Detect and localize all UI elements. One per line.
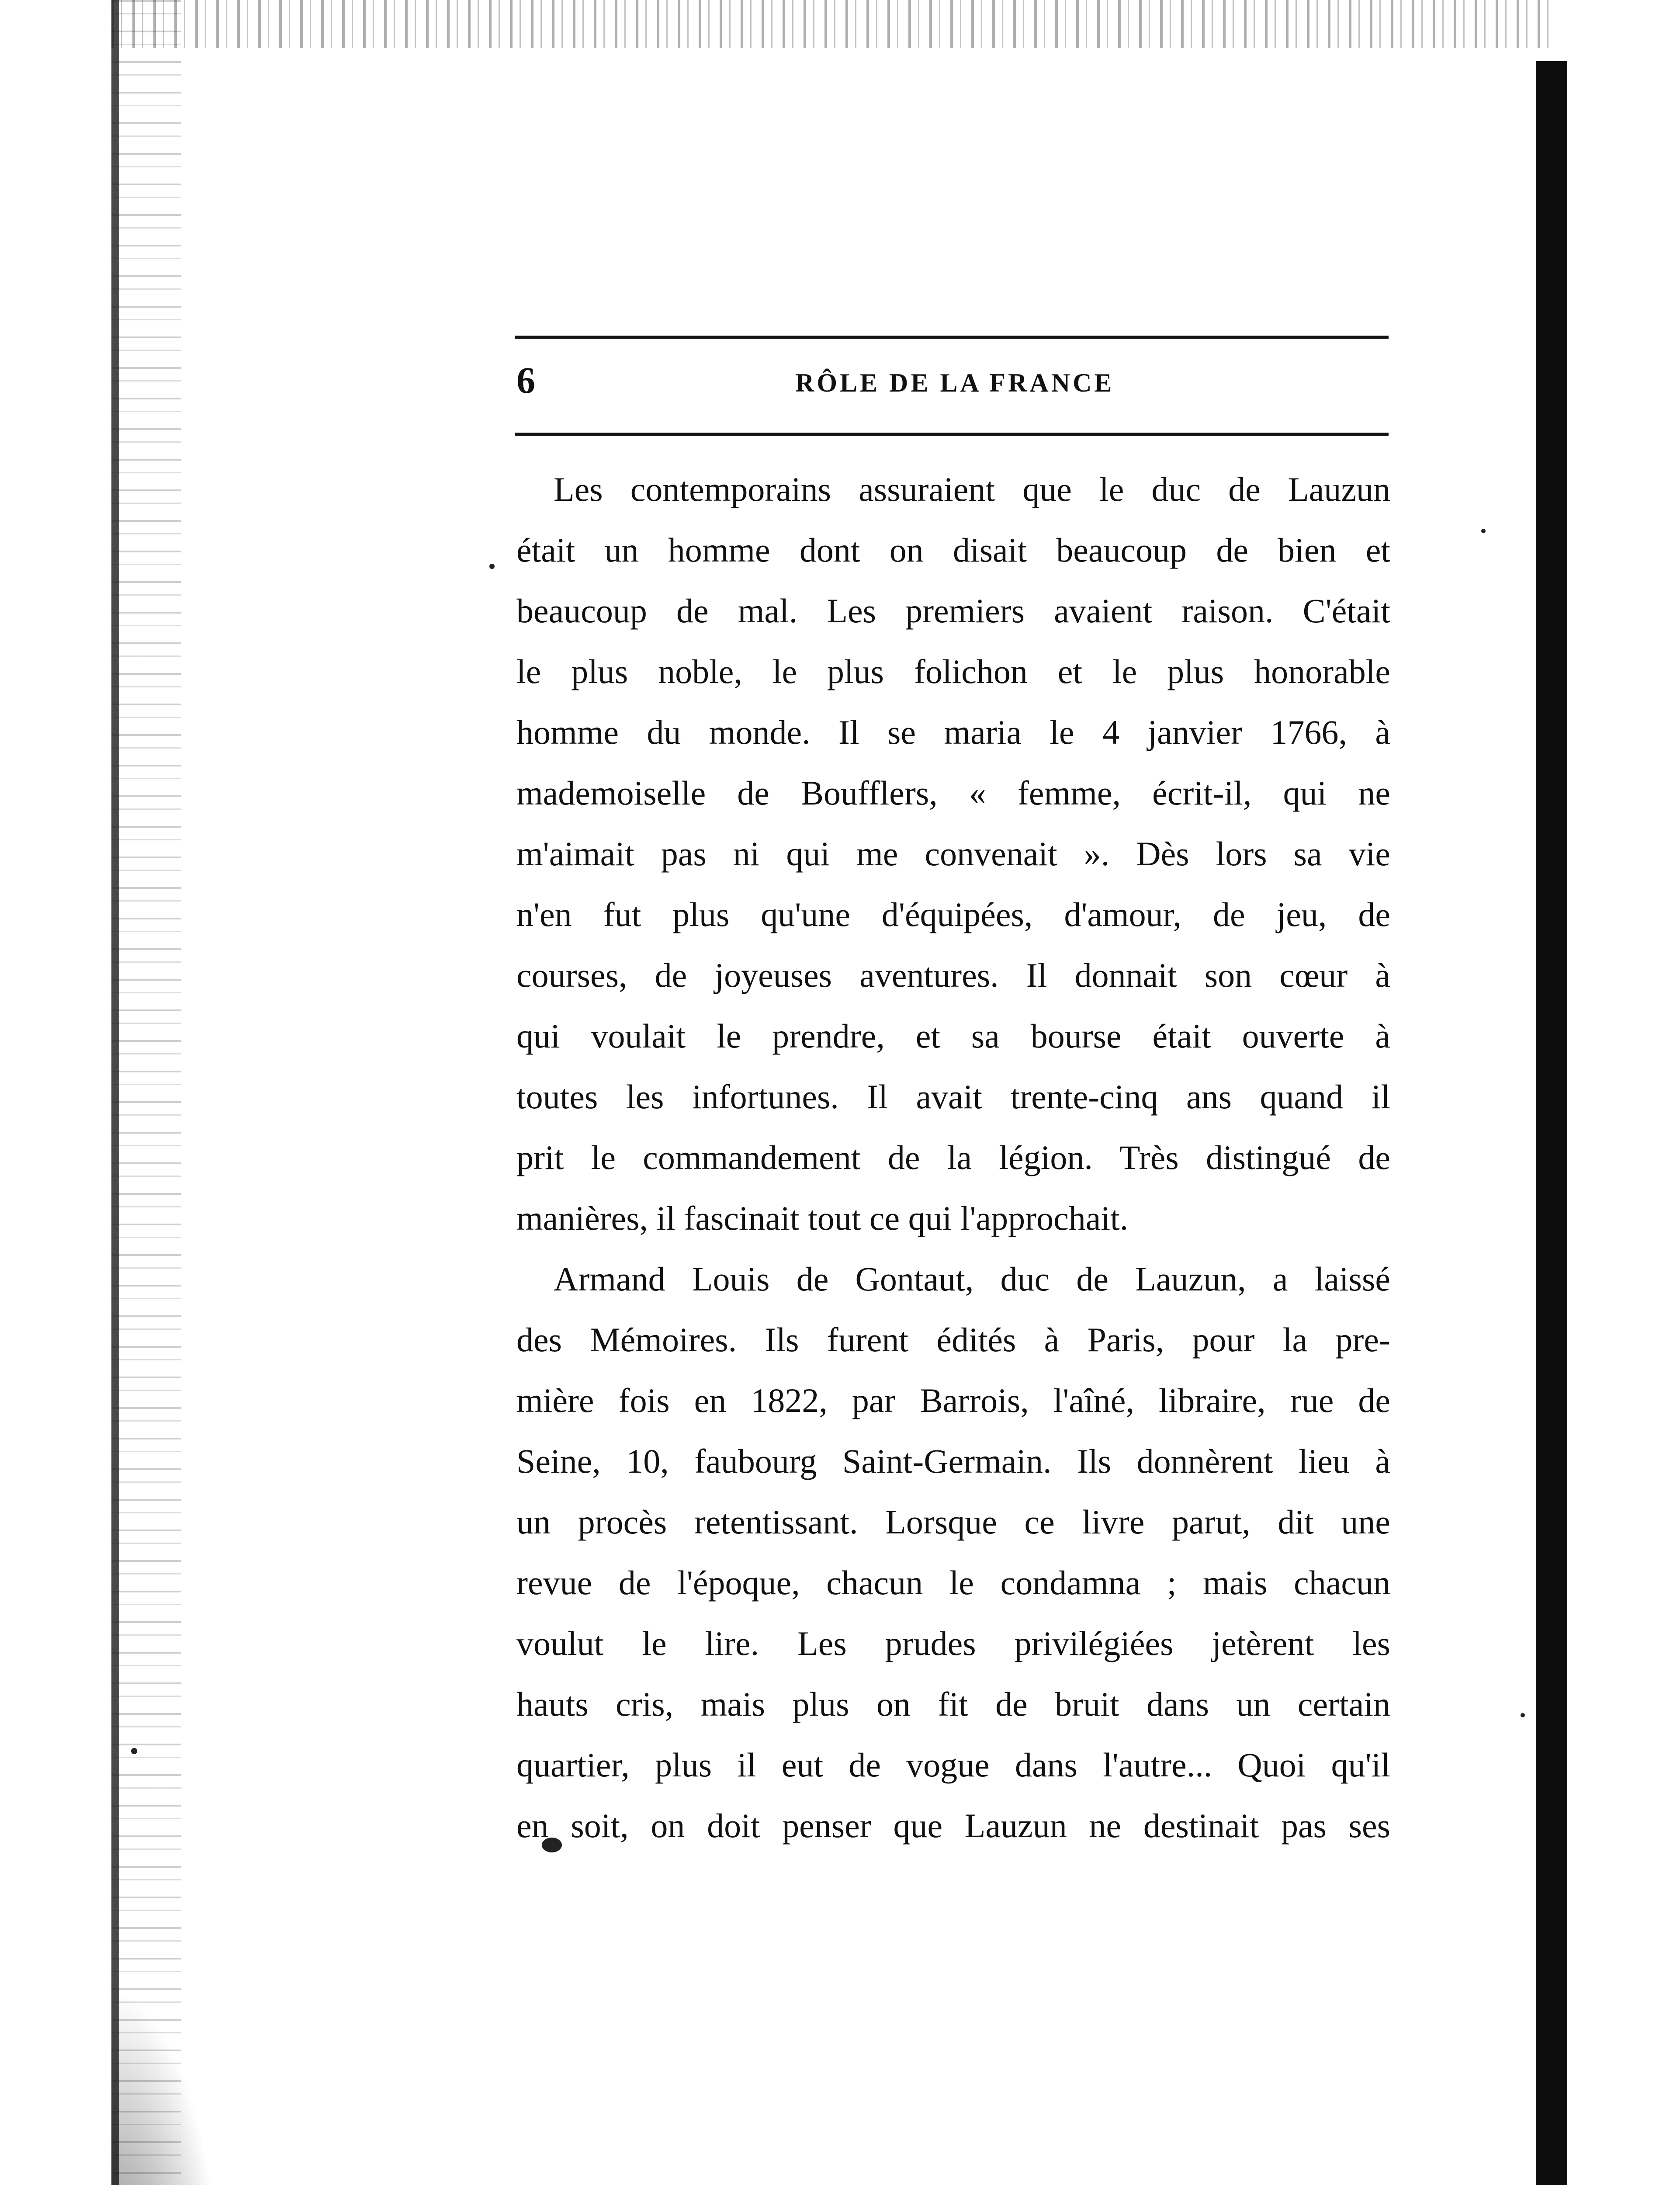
paragraph [516, 459, 1390, 1249]
text-line: n'en fut plus qu'une d'équipées, d'amour, de jeu, de [516, 895, 1390, 933]
body-text [516, 459, 1390, 1856]
text-line: Armand Louis de Gontaut, duc de Lauzun, a laissé [554, 1260, 1390, 1298]
text-line: revue de l'époque, chacun le condamna ; mais chacun [516, 1564, 1390, 1602]
text-line: courses, de joyeuses aventures. Il donnait son cœur à [516, 956, 1390, 994]
header-rule-top [515, 336, 1389, 339]
text-line: homme du monde. Il se maria le 4 janvier 1766, à [516, 713, 1390, 751]
text-line: Seine, 10, faubourg Saint-Germain. Ils donnèrent lieu à [516, 1442, 1390, 1480]
scan-left-edge [111, 0, 181, 2185]
speck [131, 1748, 137, 1754]
scan-right-border [1536, 61, 1567, 2185]
running-head: RÔLE DE LA FRANCE [795, 368, 1115, 397]
scan-corner-shadow [111, 1988, 225, 2185]
text-line: voulut le lire. Les prudes privilégiées jetèrent les [516, 1624, 1390, 1662]
text-line: mademoiselle de Boufflers, « femme, écrit-il, qui ne [516, 774, 1390, 812]
text-line: des Mémoires. Ils furent édités à Paris, pour la pre- [516, 1321, 1390, 1359]
text-line: quartier, plus il eut de vogue dans l'autre... Quoi qu'il [516, 1746, 1390, 1784]
text-line: manières, il fascinait tout ce qui l'approchait. [516, 1199, 1129, 1237]
text-line: Les contemporains assuraient que le duc de Lauzun [554, 470, 1390, 508]
speck [489, 564, 495, 569]
text-line: hauts cris, mais plus on fit de bruit dans un certain [516, 1685, 1390, 1723]
scan-left-border [111, 0, 119, 2185]
text-line: un procès retentissant. Lorsque ce livre parut, dit une [516, 1503, 1390, 1541]
text-line: toutes les infortunes. Il avait trente-cinq ans quand il [516, 1078, 1390, 1116]
text-line: mière fois en 1822, par Barrois, l'aîné, libraire, rue de [516, 1381, 1390, 1419]
text-line: qui voulait le prendre, et sa bourse était ouverte à [516, 1017, 1390, 1055]
text-line: prit le commandement de la légion. Très distingué de [516, 1138, 1390, 1176]
speck [1481, 529, 1486, 533]
text-line: beaucoup de mal. Les premiers avaient raison. C'était [516, 592, 1390, 630]
text-line: en soit, on doit penser que Lauzun ne destinait pas ses [516, 1807, 1390, 1845]
page-number: 6 [516, 359, 535, 401]
paragraph [516, 1249, 1390, 1856]
scan-top-edge [111, 0, 1553, 48]
text-line: le plus noble, le plus folichon et le plus honorable [516, 652, 1390, 690]
speck [1521, 1713, 1525, 1717]
header-rule-bottom [515, 433, 1389, 436]
text-line: m'aimait pas ni qui me convenait ». Dès lors sa vie [516, 835, 1390, 873]
text-line: était un homme dont on disait beaucoup de bien et [516, 531, 1390, 569]
